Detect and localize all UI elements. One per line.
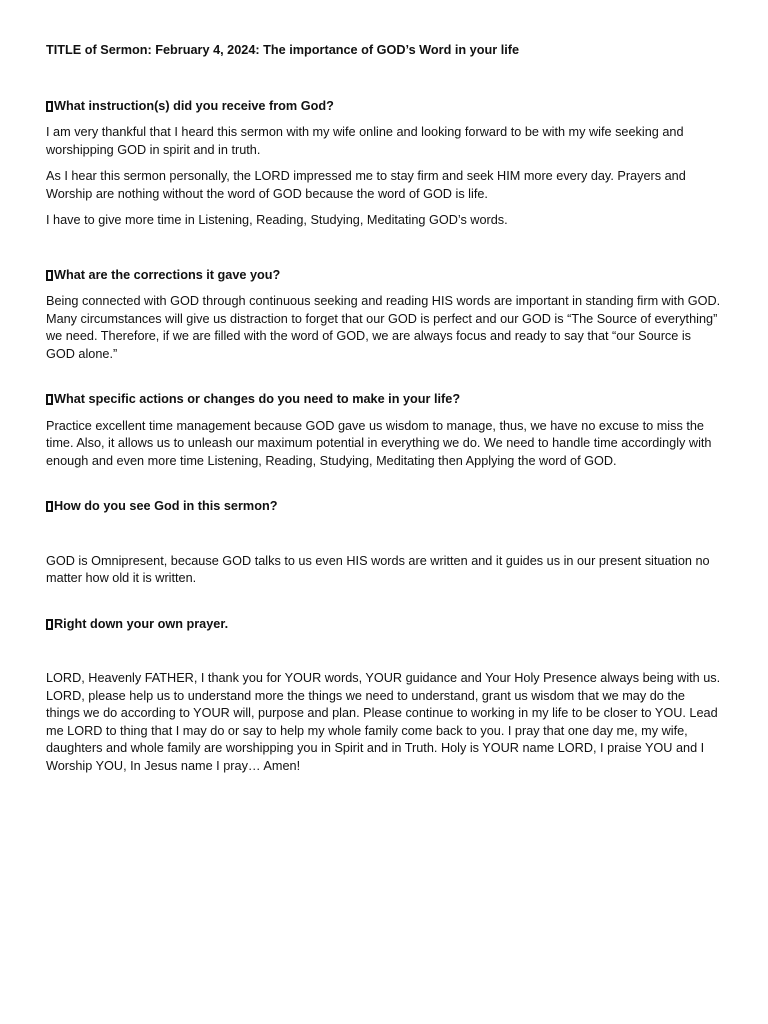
prayer-paragraph: LORD, Heavenly FATHER, I thank you for YOUR words, YOUR guidance and Your Holy Presence always being with us. LORD, please help us to understand more the things we need to understand, grant us wisdom that we may do the things we do according to YOUR will, purpose and plan. Please continue to working in my life to be closer to YOU. Lead me LORD to thing that I may do or say to help my whole family come back to you. I pray that one day me, my wife, daughters and whole family are worshipping you in Spirit and in Truth. Holy is YOUR name LORD, I praise YOU and I Worship YOU, In Jesus name I pray… Amen! xyxy=(46,671,721,773)
question-heading xyxy=(46,267,722,285)
answer-paragraph: I am very thankful that I heard this sermon with my wife online and looking forward to be with my wife seeking and worshipping GOD in spirit and in truth. xyxy=(46,125,684,157)
missing-glyph-icon xyxy=(46,501,53,512)
section-corrections xyxy=(46,267,722,364)
question-heading-text: How do you see God in this sermon? xyxy=(54,499,278,513)
question-heading-text: What instruction(s) did you receive from God? xyxy=(54,98,334,113)
section-actions xyxy=(46,391,722,470)
section-prayer xyxy=(46,616,722,776)
answer-paragraph: GOD is Omnipresent, because GOD talks to us even HIS words are written and it guides us in our present situation no matter how old it is written. xyxy=(46,553,710,585)
question-heading xyxy=(46,98,722,116)
answer-paragraph: I have to give more time in Listening, Reading, Studying, Meditating GOD’s words. xyxy=(46,213,508,227)
missing-glyph-icon xyxy=(46,270,53,281)
question-heading xyxy=(46,498,722,516)
question-heading-text: Right down your own prayer. xyxy=(54,616,229,631)
answer-paragraph: As I hear this sermon personally, the LORD impressed me to stay firm and seek HIM more every day. Prayers and Worship are nothing without the word of GOD because the word of GOD is life. xyxy=(46,169,686,201)
missing-glyph-icon xyxy=(46,101,53,112)
section-instructions xyxy=(46,98,722,230)
question-heading xyxy=(46,616,722,634)
question-heading-text: What specific actions or changes do you need to make in your life? xyxy=(54,392,461,406)
question-heading xyxy=(46,391,722,409)
answer-paragraph: Practice excellent time management because GOD gave us wisdom to manage, thus, we have no excuse to miss the time. Also, it allows us to unleash our maximum potential in everything we do. We need to handle time accordingly with enough and even more time Listening, Reading, Studying, Meditating then Applying the word of GOD. xyxy=(46,418,712,468)
answer-paragraph: Being connected with GOD through continuous seeking and reading HIS words are important in standing firm with GOD. Many circumstances will give us distraction to forget that our GOD is perfect and our GOD is “The Source of everything” we need. Therefore, if we are filled with the word of GOD, we are always focus and ready to say that “our Source is GOD alone.” xyxy=(46,294,721,361)
sermon-title: TITLE of Sermon: February 4, 2024: The importance of GOD’s Word in your life xyxy=(46,43,520,57)
section-see-god xyxy=(46,498,722,588)
missing-glyph-icon xyxy=(46,394,53,405)
missing-glyph-icon xyxy=(46,619,53,630)
question-heading-text: What are the corrections it gave you? xyxy=(54,267,281,282)
